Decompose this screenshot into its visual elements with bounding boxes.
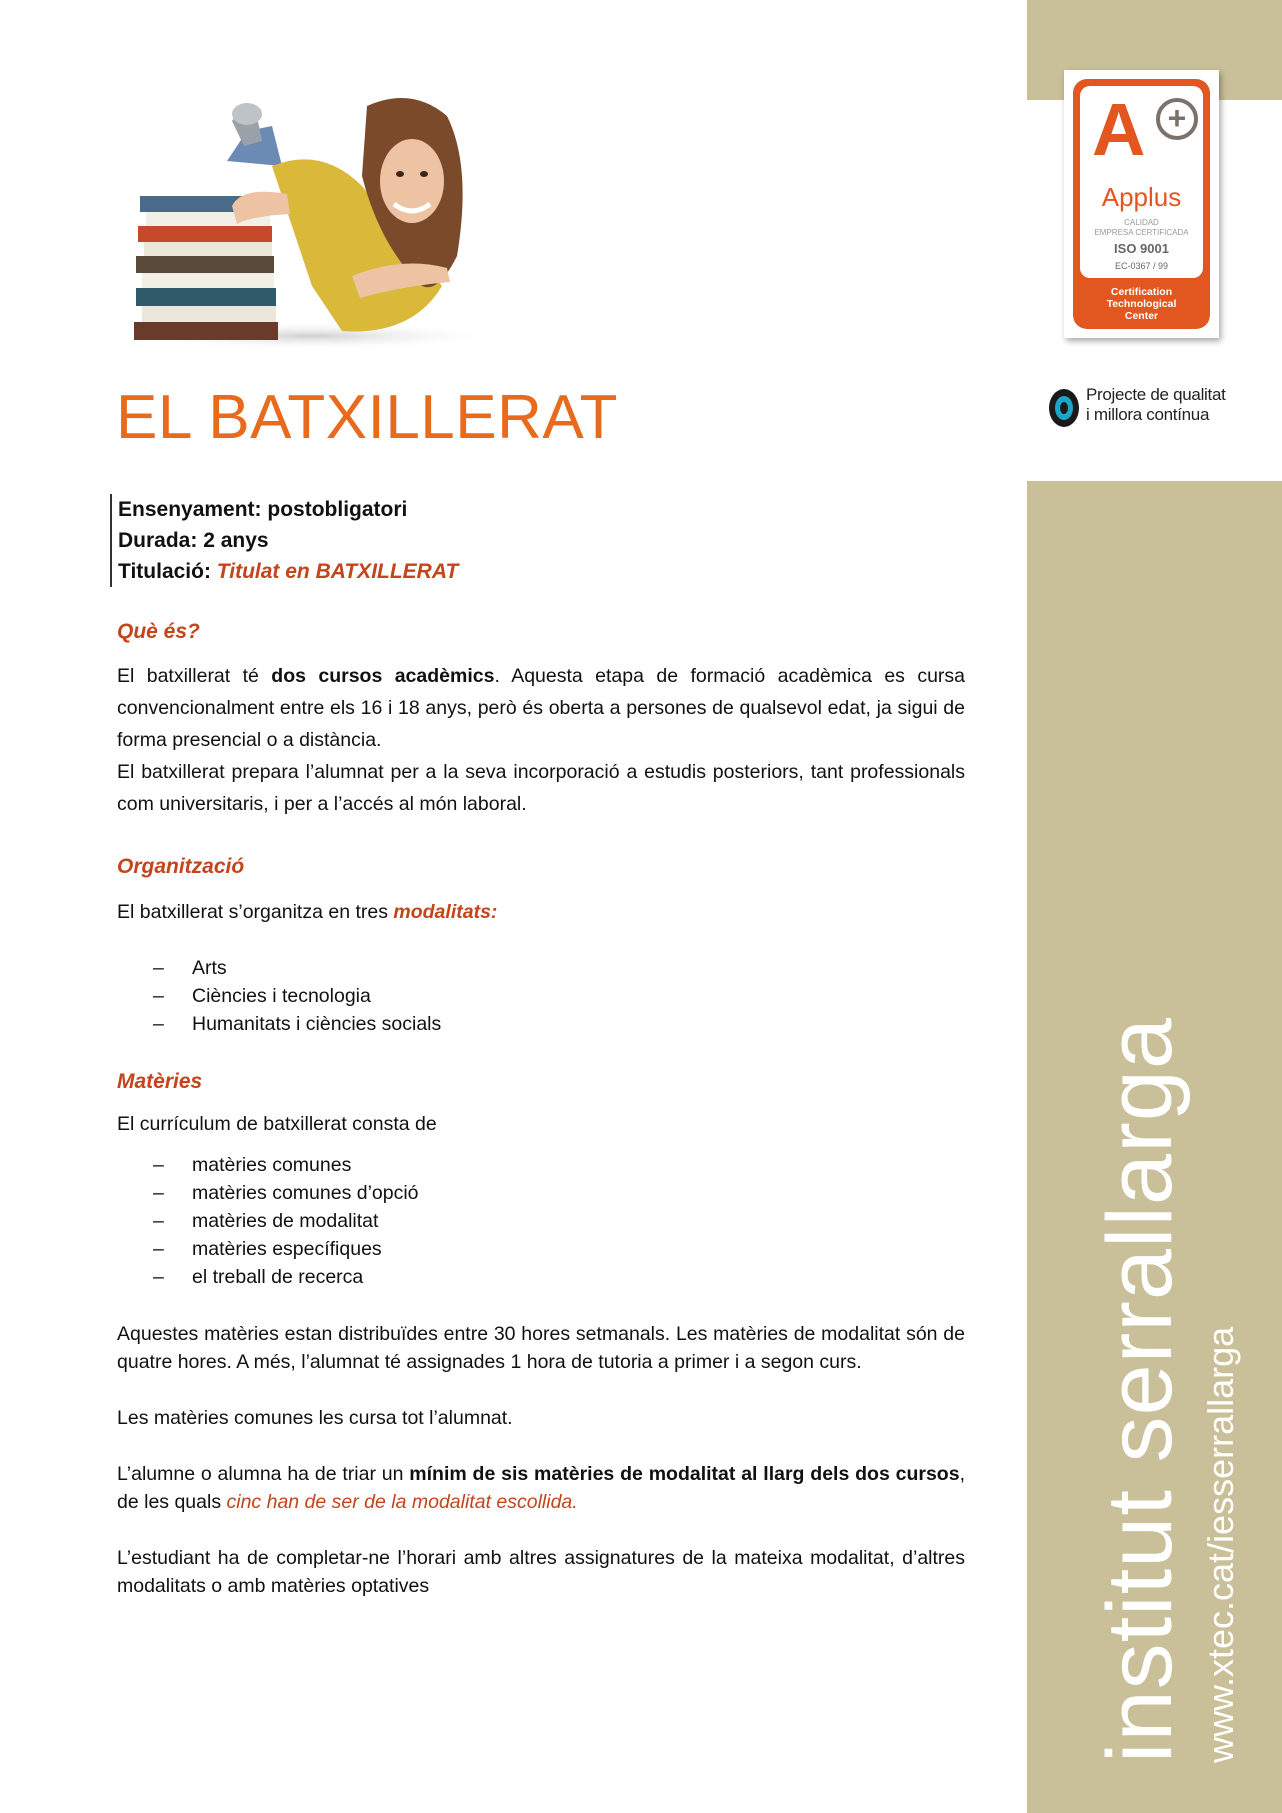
materies-p3-d: cinc han de ser de la modalitat escollida. <box>226 1491 578 1513</box>
school-website: www.xtec.cat/iesserrallarga <box>1200 1326 1241 1763</box>
info-durada-value: 2 anys <box>203 529 269 552</box>
section-heading-materies: Matèries <box>117 1070 203 1093</box>
list-item: – el treball de recerca <box>153 1263 419 1291</box>
list-item: – matèries de modalitat <box>153 1207 419 1235</box>
list-item: – Humanitats i ciències socials <box>153 1010 441 1038</box>
certification-logo-a: A <box>1092 88 1146 171</box>
que-es-p1-b: dos cursos acadèmics <box>271 665 495 687</box>
que-es-paragraph-1 <box>117 660 965 756</box>
que-es-paragraph-2: El batxillerat prepara l’alumnat per a la seva incorporació a estudis posteriors, tant professionals com universitaris, i per a l’accés al món laboral. <box>117 761 965 815</box>
info-ensenyament-value: postobligatori <box>267 498 408 521</box>
materies-body <box>117 1320 965 1600</box>
info-durada-label: Durada: <box>118 529 198 552</box>
student-with-books-photo <box>112 86 502 350</box>
info-titulacio-value: Titulat en BATXILLERAT <box>216 560 459 583</box>
certification-footer-3: Center <box>1124 310 1159 322</box>
materies-p3-a: L’alumne o alumna ha de triar un <box>117 1463 410 1485</box>
info-titulacio <box>118 556 458 587</box>
course-info-box <box>110 494 458 587</box>
que-es-p1-c: . Aquesta etapa de formació acadèmica es cursa convencionalment entre els 16 i 18 anys, però és oberta a persones de qualsevol edat, ja sigui de forma presencial o a distància. <box>117 665 966 751</box>
info-ensenyament-label: Ensenyament: <box>118 498 262 521</box>
quality-project-text <box>1086 385 1226 425</box>
school-name: institut serrallarga <box>1089 1016 1191 1763</box>
materies-list <box>153 1151 419 1291</box>
info-titulacio-label: Titulació: <box>118 560 211 583</box>
certification-badge-frame <box>1073 79 1210 329</box>
section-heading-organitzacio: Organització <box>117 855 245 878</box>
certification-standard: ISO 9001 <box>1114 241 1169 256</box>
certification-badge-panel <box>1080 86 1203 278</box>
certification-logo-plus: + <box>1156 98 1198 140</box>
modalitats-list <box>153 954 441 1038</box>
materies-p3-b: mínim de sis matèries de modalitat al llarg dels dos cursos <box>409 1463 960 1485</box>
info-durada <box>118 525 458 556</box>
quality-circle-icon <box>1048 387 1080 429</box>
page-title: EL BATXILLERAT <box>116 383 619 452</box>
quality-line-1: Projecte de qualitat <box>1086 385 1226 404</box>
certification-footer <box>1073 286 1210 322</box>
list-item: – matèries específiques <box>153 1235 419 1263</box>
materies-p3-c: , de les quals <box>117 1463 965 1513</box>
materies-intro: El currículum de batxillerat consta de <box>117 1113 437 1135</box>
organitzacio-intro <box>117 896 965 928</box>
list-item: – matèries comunes d’opció <box>153 1179 419 1207</box>
certification-footer-1: Certification <box>1110 286 1173 298</box>
materies-paragraph-3 <box>117 1460 965 1516</box>
que-es-p1-a: El batxillerat té <box>117 665 272 687</box>
section-que-es-body <box>117 660 965 820</box>
certification-brand: Applus <box>1101 182 1182 212</box>
certification-footer-2: Technological <box>1106 298 1177 310</box>
materies-paragraph-4: L’estudiant ha de completar-ne l’horari amb altres assignatures de la mateixa modalitat, d’altres modalitats o amb matèries optatives <box>117 1547 965 1597</box>
organitzacio-intro-accent: modalitats: <box>393 901 498 923</box>
list-item: – Ciències i tecnologia <box>153 982 441 1010</box>
certification-line-2: EMPRESA CERTIFICADA <box>1094 228 1189 237</box>
info-ensenyament <box>118 494 458 525</box>
list-item: – Arts <box>153 954 441 982</box>
certification-badge <box>1064 70 1219 338</box>
list-item: – matèries comunes <box>153 1151 419 1179</box>
certification-code: EC-0367 / 99 <box>1114 261 1169 271</box>
materies-paragraph-2: Les matèries comunes les cursa tot l’alumnat. <box>117 1407 513 1429</box>
materies-paragraph-1: Aquestes matèries estan distribuïdes entre 30 hores setmanals. Les matèries de modalitat són de quatre hores. A més, l’alumnat té assignades 1 hora de tutoria a primer i a segon curs. <box>117 1323 965 1373</box>
quality-line-2: i millora contínua <box>1086 405 1210 424</box>
quality-project-logo <box>1048 383 1248 433</box>
certification-line-1: CALIDAD <box>1124 218 1159 227</box>
organitzacio-intro-text: El batxillerat s’organitza en tres <box>117 901 394 923</box>
section-heading-que-es: Què és? <box>117 620 200 643</box>
